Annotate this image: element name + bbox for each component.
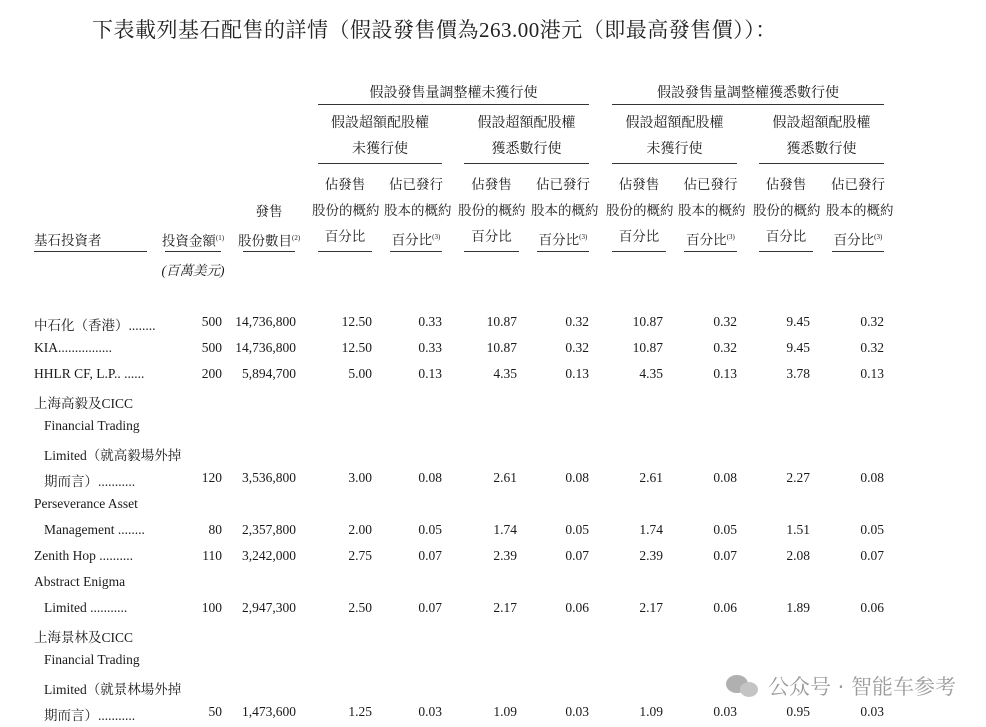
investor-name-line: Limited ........... [44,600,128,615]
shares-cell: 14,736,800 [235,314,296,329]
column-header-line [826,198,894,224]
investor-name-line: Zenith Hop .......... [34,548,133,563]
percentage-cell: 2.61 [493,470,517,485]
percentage-cell: 2.27 [786,470,810,485]
column-header-line [384,172,448,198]
investor-name-line: KIA................ [34,340,112,355]
column-header-line [678,198,746,224]
percentage-cell: 3.00 [348,470,372,485]
percentage-cell: 0.07 [713,548,737,563]
column-rule [243,251,295,252]
column-header-text: 佔發售 [618,177,660,192]
column-rule [165,251,221,252]
shares-cell: 2,947,300 [242,600,296,615]
column-header-line [458,224,525,250]
column-header-text: 佔已發行 [389,177,443,192]
investor-name-line: Management ........ [44,522,145,537]
percentage-cell: 1.89 [786,600,810,615]
percentage-cell: 0.05 [418,522,442,537]
amount-unit: (百萬美元) [161,263,225,278]
column-header-text: 佔發售 [324,177,366,192]
group-header: 假設發售量調整權未獲行使 [369,86,538,101]
column-header-text: 百分比 [833,232,875,248]
amount-cell: 110 [202,548,222,563]
percentage-cell: 2.17 [493,600,517,615]
column-header-line [384,198,452,224]
percentage-cell: 5.00 [348,366,372,381]
percentage-cell: 1.09 [639,704,663,719]
column-header-text: 佔發售 [471,177,512,192]
percentage-cell: 0.13 [860,366,884,381]
column-rule [318,251,372,252]
subgroup-rule [759,163,884,164]
column-header-line [312,224,378,250]
column-rule [684,251,737,252]
subgroup-rule [318,163,442,164]
percentage-cell: 0.08 [565,470,589,485]
column-header-line [826,224,890,254]
percentage-cell: 4.35 [639,366,663,381]
footnote-ref: (3) [726,233,735,241]
page-heading: 下表載列基石配售的詳情（假設發售價為263.00港元（即最高發售價））： [92,18,777,42]
percentage-cell: 0.08 [418,470,442,485]
subgroup-header-line: 未獲行使 [646,142,703,157]
column-header-text: 股本的概約 [384,203,452,218]
percentage-cell: 0.08 [860,470,884,485]
column-header-line [312,198,378,224]
investor-name-line: HHLR CF, L.P.. ...... [34,366,145,381]
group-rule [612,104,884,105]
percentage-cell: 2.50 [348,600,372,615]
column-rule [464,251,519,252]
percentage-cell: 0.07 [860,548,884,563]
column-rule [612,251,666,252]
percentage-cell: 2.61 [639,470,663,485]
shares-cell: 3,242,000 [242,548,296,563]
percentage-cell: 0.03 [860,704,884,719]
percentage-cell: 2.39 [639,548,663,563]
percentage-cell: 12.50 [341,340,372,355]
group-rule [318,104,589,105]
column-header-text: 佔已發行 [536,177,590,192]
subgroup-header-line: 假設超額配股權 [772,116,871,131]
percentage-cell: 0.03 [713,704,737,719]
percentage-cell: 0.03 [565,704,589,719]
column-header-line [606,172,672,198]
column-header-line [753,172,819,198]
percentage-cell: 0.13 [418,366,442,381]
percentage-cell: 0.03 [418,704,442,719]
column-header-text: 百分比 [471,229,512,244]
subgroup-header-line: 獲悉數行使 [491,142,562,157]
percentage-cell: 0.95 [786,704,810,719]
percentage-cell: 1.25 [348,704,372,719]
column-header-text: 佔發售 [765,177,807,192]
column-header-line [458,198,525,224]
percentage-cell: 0.07 [418,600,442,615]
column-header-line [606,198,672,224]
percentage-cell: 0.06 [565,600,589,615]
percentage-cell: 0.32 [860,340,884,355]
shares-cell: 3,536,800 [242,470,296,485]
percentage-cell: 0.06 [860,600,884,615]
percentage-cell: 3.78 [786,366,810,381]
column-rule [34,251,147,252]
column-header-line [606,224,672,250]
subgroup-rule [612,163,737,164]
column-header-line [531,198,599,224]
percentage-cell: 2.00 [348,522,372,537]
investor-header: 基石投資者 [34,233,102,248]
column-header-text: 股本的概約 [826,203,894,218]
subgroup-header-line: 獲悉數行使 [786,142,857,157]
percentage-cell: 0.13 [565,366,589,381]
column-header-text: 股本的概約 [678,203,746,218]
column-header-line [678,172,743,198]
shares-header-line [238,199,300,225]
percentage-cell: 1.74 [639,522,663,537]
amount-cell: 50 [208,704,222,719]
column-header-text: 股份的概約 [312,203,380,218]
investor-name-line: 期而言）........... [44,708,136,723]
percentage-cell: 0.06 [713,600,737,615]
percentage-cell: 10.87 [486,314,517,329]
percentage-cell: 0.05 [565,522,589,537]
amount-cell: 120 [201,470,222,485]
column-header-text: 股份的概約 [458,203,526,218]
column-header-line [384,224,448,254]
subgroup-header-line: 假設超額配股權 [331,116,429,131]
percentage-cell: 0.33 [418,314,442,329]
column-header-line [753,224,819,250]
investor-name-line: 中石化（香港）........ [34,318,156,333]
percentage-cell: 9.45 [786,340,810,355]
percentage-cell: 12.50 [341,314,372,329]
column-header-line [678,224,743,254]
shares-cell: 14,736,800 [235,340,296,355]
footnote-ref: (3) [874,233,883,241]
percentage-cell: 0.05 [713,522,737,537]
column-header-line [531,224,595,254]
column-header-text: 百分比 [391,232,433,248]
investor-name-line: 上海高毅及CICC [34,396,134,411]
percentage-cell: 10.87 [632,314,663,329]
column-rule [537,251,589,252]
percentage-cell: 9.45 [786,314,810,329]
percentage-cell: 0.33 [418,340,442,355]
footnote-ref: (1) [215,234,225,242]
percentage-cell: 4.35 [493,366,517,381]
column-header-text: 百分比 [538,232,580,248]
percentage-cell: 10.87 [486,340,517,355]
footnote-ref: (2) [292,234,301,242]
investor-name-line: Abstract Enigma [34,574,126,589]
amount-cell: 80 [208,522,222,537]
amount-cell: 100 [201,600,222,615]
percentage-cell: 2.08 [786,548,810,563]
column-header-text: 百分比 [324,229,366,244]
percentage-cell: 1.51 [786,522,810,537]
subgroup-header-line: 假設超額配股權 [625,116,724,131]
amount-cell: 500 [201,314,222,329]
column-header-text: 股本的概約 [531,203,599,218]
column-header-line [531,172,595,198]
investor-name-line: Financial Trading [44,418,140,433]
investor-name-line: 期而言）........... [44,474,136,489]
percentage-cell: 2.39 [493,548,517,563]
amount-cell: 500 [201,340,222,355]
column-header-text: 發售 [255,204,283,219]
percentage-cell: 0.32 [713,340,737,355]
percentage-cell: 1.74 [493,522,517,537]
investor-name-line: Financial Trading [44,652,140,667]
column-header-text: 佔已發行 [683,177,738,192]
amount-cell: 200 [201,366,222,381]
column-rule [832,251,884,252]
shares-cell: 2,357,800 [242,522,296,537]
percentage-cell: 2.75 [348,548,372,563]
column-header-text: 股份數目 [238,233,292,249]
column-header-text: 投資金額 [161,233,216,249]
watermark-text: 公众号 · 智能车参考 [767,675,956,699]
column-header-line [458,172,525,198]
percentage-cell: 0.32 [565,314,589,329]
column-rule [390,251,442,252]
shares-cell: 1,473,600 [242,704,296,719]
percentage-cell: 10.87 [632,340,663,355]
footnote-ref: (3) [579,233,588,241]
column-header-line [312,172,378,198]
subgroup-header-line: 未獲行使 [352,142,408,157]
column-rule [759,251,813,252]
column-header-text: 佔已發行 [831,177,885,192]
percentage-cell: 0.07 [418,548,442,563]
investor-name-line: Perseverance Asset [34,496,138,511]
investor-name-line: Limited（就景林場外掉 [44,682,182,697]
investor-name-line: Limited（就高毅場外掉 [44,448,182,463]
group-header: 假設發售量調整權獲悉數行使 [657,86,839,101]
percentage-cell: 0.32 [713,314,737,329]
percentage-cell: 0.32 [565,340,589,355]
column-header-line [826,172,890,198]
footnote-ref: (3) [432,233,441,241]
percentage-cell: 0.05 [860,522,884,537]
percentage-cell: 0.07 [565,548,589,563]
column-header-line [753,198,819,224]
column-header-text: 百分比 [618,229,660,244]
column-header-text: 百分比 [765,229,807,244]
percentage-cell: 0.13 [713,366,737,381]
percentage-cell: 1.09 [493,704,517,719]
percentage-cell: 0.08 [713,470,737,485]
watermark [726,671,956,701]
column-header-text: 百分比 [686,232,727,248]
column-header-text: 股份的概約 [606,203,674,218]
subgroup-rule [464,163,589,164]
shares-cell: 5,894,700 [242,366,296,381]
percentage-cell: 0.32 [860,314,884,329]
percentage-cell: 2.17 [639,600,663,615]
column-header-text: 股份的概約 [753,203,821,218]
subgroup-header-line: 假設超額配股權 [477,116,576,131]
wechat-icon [726,672,760,700]
investor-name-line: 上海景林及CICC [34,630,134,645]
